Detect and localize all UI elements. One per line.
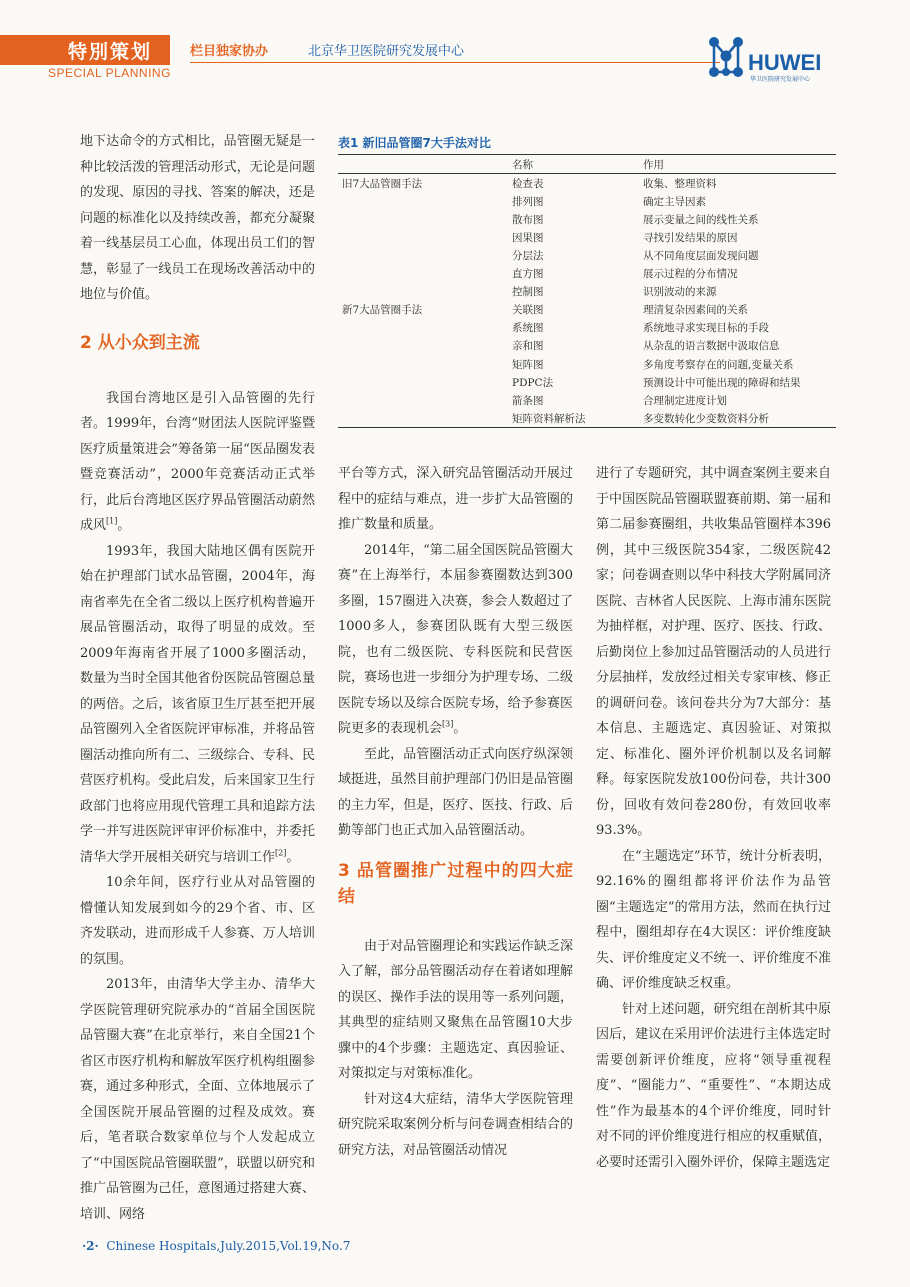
table-cell: 理清复杂因素间的关系: [643, 304, 748, 317]
table-cell: 从不同角度层面发现问题: [643, 250, 759, 263]
table-cell: 收集、整理资料: [643, 177, 717, 190]
table-cell: [338, 355, 512, 373]
section-tab: [0, 35, 170, 65]
table-header-row: [338, 155, 836, 174]
paragraph: 针对这4大症结，清华大学医院管理研究院采取案例分析与问卷调查相结合的研究方法，对品管圈活动情况: [338, 1091, 573, 1158]
table-cell: [338, 409, 512, 428]
page-footer: [82, 1239, 350, 1253]
section-heading-3: 3 品管圈推广过程中的四大症结: [338, 860, 573, 907]
comparison-table: [338, 154, 836, 428]
table-cell: 从杂乱的语言数据中汲取信息: [643, 340, 780, 353]
table-cell: 合理制定进度计划: [643, 394, 727, 407]
section-title: 特別策划: [68, 41, 153, 63]
table-cell: 展示过程的分布情况: [643, 268, 738, 281]
table-cell: 矩阵图: [512, 358, 544, 371]
table-cell: [338, 373, 512, 391]
table-cell: 排列图: [512, 195, 544, 208]
table-cell: [338, 391, 512, 409]
table-row: [338, 283, 836, 301]
table-cell: 多角度考察存在的问题,变量关系: [643, 358, 794, 371]
table-cell: 直方图: [512, 268, 544, 281]
section-heading-2: 2 从小众到主流: [80, 332, 200, 353]
table-row: [338, 355, 836, 373]
column-label: 栏目独家协办: [190, 44, 269, 59]
citation-ref: [1]: [106, 516, 118, 526]
table-cell: [338, 319, 512, 337]
table-row: [338, 409, 836, 428]
organizer-name: 北京华卫医院研究发展中心: [308, 44, 465, 59]
table-cell: [338, 265, 512, 283]
huwei-logo: [704, 34, 844, 84]
paragraph: 由于对品管圈理论和实践运作缺乏深入了解，部分品管圈活动存在着诸如理解的误区、操作手法的误用等一系列问题，其典型的症结则又聚焦在品管圈10大步骤中的4个步骤：主题选定、真因验证、对策拟定与对策标准化。: [338, 938, 573, 1081]
table-row: [338, 192, 836, 210]
table-cell: [338, 283, 512, 301]
paragraph: 平台等方式，深入研究品管圈活动开展过程中的症结与难点，进一步扩大品管圈的推广数量和质量。: [338, 466, 573, 532]
table-cell: [338, 228, 512, 246]
citation-ref: [3]: [442, 719, 454, 729]
table-header-cell: 名称: [512, 155, 643, 174]
table-row: [338, 373, 836, 391]
page-number: ·2·: [82, 1239, 99, 1253]
table-row: [338, 391, 836, 409]
table-cell: 确定主导因素: [643, 195, 706, 208]
table-cell: 检查表: [512, 177, 544, 190]
table-row: [338, 265, 836, 283]
column-middle: [338, 461, 573, 1163]
table-header-cell: [338, 155, 512, 174]
journal-citation: Chinese Hospitals,July.2015,Vol.19,No.7: [106, 1239, 351, 1253]
paragraph: 进行了专题研究，其中调查案例主要来自于中国医院品管圈联盟赛前期、第一届和第二届参赛圈组，共收集品管圈样本396例，其中三级医院354家，二级医院42家；问卷调查则以华中科技大学附属同济医院、吉林省人民医院、上海市浦东医院为抽样框，对护理、医疗、医技、行政、后勤岗位上参加过品管圈活动的人员进行分层抽样，发放经过相关专家审核、修正的调研问卷。该问卷共分为7大部分：基本信息、主题选定、真因验证、对策拟定、标准化、圈外评价机制以及名词解释。每家医院发放100份问卷，共计300份，回收有效问卷280份，有效回收率93.3%。: [596, 466, 831, 838]
table-cell: 箭条图: [512, 394, 544, 407]
table-cell: 预测设计中可能出现的障碍和结果: [643, 376, 801, 389]
table-title: 表1 新旧品管圈7大手法对比: [338, 136, 491, 150]
table-cell: 因果图: [512, 231, 544, 244]
table-cell: [338, 246, 512, 264]
table-row: [338, 210, 836, 228]
column-left: [80, 129, 315, 1227]
paragraph: 针对上述问题，研究组在剖析其中原因后，建议在采用评价法进行主体选定时需要创新评价维度，应将“领导重视程度”、“圈能力”、“重要性”、“本期达成性”作为最基本的4个评价维度，同时针对不同的评价维度进行相应的权重赋值，必要时还需引入圈外评价，保障主题选定: [596, 1001, 831, 1170]
table-cell: 关联图: [512, 304, 544, 317]
table-body: [338, 174, 836, 428]
table-cell: 矩阵资料解析法: [512, 412, 586, 425]
table-cell: 亲和图: [512, 340, 544, 353]
table-cell: 展示变量之间的线性关系: [643, 213, 759, 226]
paragraph: 1993年，我国大陆地区偶有医院开始在护理部门试水品管圈，2004年，海南省率先在全省二级以上医疗机构普遍开展品管圈活动，取得了明显的成效。至2009年海南省开展了1000多圈活动，数量为当时全国其他省份医院品管圈总量的两倍。之后，该省原卫生厅甚至把开展品管圈列入全省医院评审标准，并将品管圈活动推向所有二、三级综合、专科、民营医疗机构。受此启发，后来国家卫生行政部门也将应用现代管理工具和追踪方法学一并写进医院评审评价标准中，并委托清华大学开展相关研究与培训工作[2]。: [80, 543, 315, 865]
table-cell: [338, 192, 512, 210]
table-cell: 寻找引发结果的原因: [643, 231, 738, 244]
table-cell: 散布图: [512, 213, 544, 226]
paragraph: 地下达命令的方式相比，品管圈无疑是一种比较活泼的管理活动形式，无论是问题的发现、原因的寻找、答案的解决，还是问题的标准化以及持续改善，都充分凝聚着一线基层员工心血，体现出员工们的智慧，彰显了一线员工在现场改善活动中的地位与价值。: [80, 134, 315, 302]
table-row: [338, 319, 836, 337]
paragraph: 至此，品管圈活动正式向医疗纵深领域挺进，虽然目前护理部门仍旧是品管圈的主力军，但是，医疗、医技、行政、后勤等部门也正式加入品管圈活动。: [338, 746, 573, 838]
column-right: [596, 461, 831, 1175]
table-cell: 系统图: [512, 322, 544, 335]
table-cell: [338, 210, 512, 228]
table-cell: [338, 337, 512, 355]
table-header-cell: 作用: [643, 155, 836, 174]
table-cell: 识别波动的来源: [643, 286, 717, 299]
paragraph: 在“主题选定”环节，统计分析表明，92.16%的圈组都将评价法作为品管圈“主题选定”的常用方法，然而在执行过程中，圈组却存在4大误区：评价维度缺失、评价维度定义不统一、评价维度不准确、评价维度缺乏权重。: [596, 848, 831, 991]
table-row: [338, 174, 836, 193]
table-row: [338, 301, 836, 319]
paragraph: 2014年，“第二届全国医院品管圈大赛”在上海举行，本届参赛圈数达到300多圈，157圈进入决赛，参会人数超过了1000多人，参赛团队既有大型三级医院，也有二级医院、专科医院和民营医院，赛场也进一步细分为护理专场、二级医院专场以及综合医院专场，给予参赛医院更多的表现机会[3]。: [338, 542, 573, 736]
logo-subtitle: 华卫医院研究发展中心: [750, 76, 811, 83]
table-row: [338, 228, 836, 246]
molecule-logo-icon: [704, 34, 844, 84]
table-cell: PDPC法: [512, 376, 554, 389]
table-cell: 多变数转化少变数资料分析: [643, 412, 769, 425]
table-cell: 旧7大品管圈手法: [342, 177, 423, 190]
table-cell: 新7大品管圈手法: [342, 304, 423, 317]
logo-wordmark: HUWEI: [748, 50, 822, 75]
paragraph: 我国台湾地区是引入品管圈的先行者。1999年，台湾“财团法人医院评鉴暨医疗质量策进会”筹备第一届“医品圈发表暨竞赛活动”，2000年竞赛活动正式举行，此后台湾地区医疗界品管圈活动蔚然成风[1]。: [80, 390, 315, 533]
paragraph: 10余年间，医疗行业从对品管圈的懵懂认知发展到如今的29个省、市、区齐发联动，进而形成千人参赛、万人培训的氛围。: [80, 875, 315, 967]
table-cell: 分层法: [512, 250, 544, 263]
table-row: [338, 337, 836, 355]
table-cell: 系统地寻求实现目标的手段: [643, 322, 769, 335]
section-title-en: SPECIAL PLANNING: [48, 66, 171, 80]
citation-ref: [2]: [275, 848, 287, 858]
table-row: [338, 246, 836, 264]
header-divider: [190, 62, 720, 63]
table-cell: 控制图: [512, 286, 544, 299]
paragraph: 2013年，由清华大学主办、清华大学医院管理研究院承办的“首届全国医院品管圈大赛”在北京举行，来自全国21个省区市医疗机构和解放军医疗机构组圈参赛，通过多种形式，全面、立体地展示了全国医院开展品管圈的过程及成效。赛后，笔者联合数家单位与个人发起成立了“中国医院品管圈联盟”，联盟以研究和推广品管圈为己任，意图通过搭建大赛、培训、网络: [80, 977, 315, 1222]
